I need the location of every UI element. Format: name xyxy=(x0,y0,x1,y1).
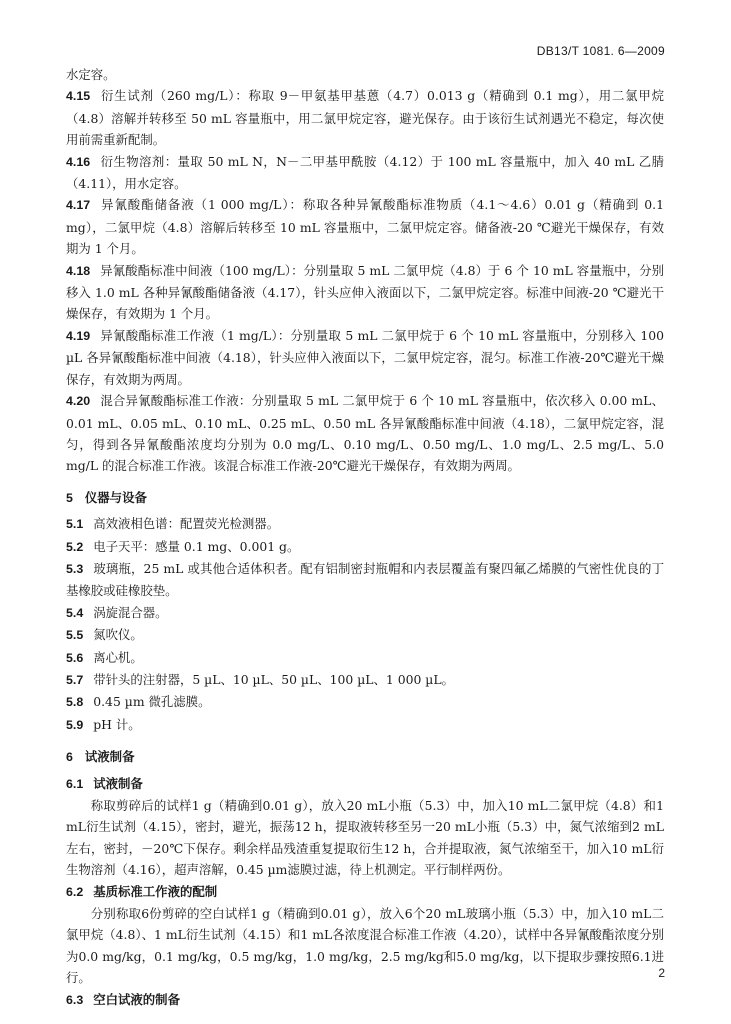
clause-number: 5.6 xyxy=(66,650,84,665)
standard-code-header: DB13/T 1081. 6—2009 xyxy=(536,44,665,58)
clause-text: 氮吹仪。 xyxy=(93,627,143,643)
clause-4-15 xyxy=(66,85,664,150)
subsection-6-3-heading xyxy=(66,989,664,1011)
clause-number: 5.3 xyxy=(66,561,84,576)
document-body xyxy=(66,64,664,1011)
clause-number: 4.19 xyxy=(66,328,91,343)
clause-text: 衍生物溶剂：量取 50 mL N，N－二甲基甲酰胺（4.12）于 100 mL 容量瓶中，加入 40 mL 乙腈（4.11），用水定容。 xyxy=(66,153,664,192)
clause-5-8 xyxy=(66,691,664,713)
clause-5-2 xyxy=(66,536,664,558)
clause-number: 4.16 xyxy=(66,154,91,169)
page-number: 2 xyxy=(658,966,665,980)
section-title: 仪器与设备 xyxy=(84,489,147,505)
clause-4-18 xyxy=(66,260,664,325)
clause-5-7 xyxy=(66,669,664,691)
clause-text: 高效液相色谱：配置荧光检测器。 xyxy=(93,516,280,532)
subsection-title: 空白试液的制备 xyxy=(93,991,180,1007)
clause-5-1 xyxy=(66,513,664,535)
section-title: 试液制备 xyxy=(84,749,135,765)
clause-text: 离心机。 xyxy=(93,649,143,665)
clause-4-19 xyxy=(66,325,664,390)
subsection-6-2-heading xyxy=(66,881,664,903)
clause-5-9 xyxy=(66,714,664,736)
clause-number: 4.18 xyxy=(66,263,91,278)
clause-text: 异氰酸酯标准中间液（100 mg/L）：分别量取 5 mL 二氯甲烷（4.8）于 6 个 10 mL 容量瓶中，分别移入 1.0 mL 各种异氰酸酯储备液（4.17），针头应伸入液面以下，二氯甲烷定容。标准中间液-20 ℃避光干燥保存，有效期为 1 个月。 xyxy=(66,262,664,322)
clause-number: 4.17 xyxy=(66,198,91,213)
clause-number: 4.15 xyxy=(66,89,91,104)
clause-text: 混合异氰酸酯标准工作液：分别量取 5 mL 二氯甲烷于 6 个 10 mL 容量瓶中，依次移入 0.00 mL、0.01 mL、0.05 mL、0.10 mL、0.25 mL、0.50 mL 各异氰酸酯标准中间液（4.18），二氯甲烷定容，混匀，得到各异氰酸酯浓度均分别为 0.0 mg/L、0.10 mg/L、0.50 mg/L、1.0 mg/L、2.5 mg/L、5.0 mg/L 的混合标准工作液。该混合标准工作液-20℃避光干燥保存，有效期为两周。 xyxy=(66,393,664,474)
subsection-6-1-text: 称取剪碎后的试样1 g（精确到0.01 g），放入20 mL小瓶（5.3）中，加入10 mL二氯甲烷（4.8）和1 mL衍生试剂（4.15），密封，避光，振荡12 h，提取液转移至另一20 mL小瓶（5.3）中，氮气浓缩到2 mL左右，密封，－20℃下保存。剩余样品残渣重复提取衍生12 h，合并提取液，氮气浓缩至干，加入10 mL衍生物溶剂（4.16），超声溶解，0.45 µm滤膜过滤，待上机测定。平行制样两份。 xyxy=(66,798,664,878)
clause-4-17 xyxy=(66,194,664,259)
subsection-title: 试液制备 xyxy=(93,775,143,791)
clause-text: 衍生试剂（260 mg/L）：称取 9－甲氨基甲基蒽（4.7）0.013 g（精确到 0.1 mg），用二氯甲烷（4.8）溶解并转移至 50 mL 容量瓶中，用二氯甲烷定容，避光保存。由于该衍生试剂遇光不稳定，每次使用前需重新配制。 xyxy=(66,88,664,148)
section-number: 6 xyxy=(66,750,73,765)
clause-number: 4.20 xyxy=(66,394,91,409)
clause-number: 5.5 xyxy=(66,628,84,643)
clause-number: 5.4 xyxy=(66,605,84,620)
clause-text: 异氰酸酯储备液（1 000 mg/L）：称取各种异氰酸酯标准物质（4.1～4.6）0.01 g（精确到 0.1 mg），二氯甲烷（4.8）溶解后转移至 10 mL 容量瓶中，二氯甲烷定容。储备液-20 ℃避光干燥保存，有效期为 1 个月。 xyxy=(66,197,664,257)
clause-text: 电子天平：感量 0.1 mg、0.001 g。 xyxy=(93,538,300,554)
section-6-heading xyxy=(66,746,664,768)
clause-text: pH 计。 xyxy=(93,716,141,732)
subsection-number: 6.3 xyxy=(66,992,84,1007)
section-5-heading xyxy=(66,487,664,509)
clause-number: 5.9 xyxy=(66,717,84,732)
clause-5-4 xyxy=(66,602,664,624)
subsection-title: 基质标准工作液的配制 xyxy=(93,883,218,899)
subsection-6-1-heading xyxy=(66,773,664,795)
clause-5-3 xyxy=(66,558,664,602)
lead-text: 水定容。 xyxy=(66,67,116,82)
clause-5-6 xyxy=(66,647,664,669)
clause-text: 0.45 µm 微孔滤膜。 xyxy=(93,694,211,710)
clause-text: 涡旋混合器。 xyxy=(93,604,168,620)
clause-number: 5.8 xyxy=(66,695,84,710)
section-number: 5 xyxy=(66,490,73,505)
clause-text: 异氰酸酯标准工作液（1 mg/L）：分别量取 5 mL 二氯甲烷于 6 个 10 mL 容量瓶中，分别移入 100 µL 各异氰酸酯标准中间液（4.18），针头应伸入液面以下，二氯甲烷定容，混匀。标准工作液-20℃避光干燥保存，有效期为两周。 xyxy=(66,327,664,387)
clause-number: 5.2 xyxy=(66,539,84,554)
clause-text: 玻璃瓶，25 mL 或其他合适体积者。配有铝制密封瓶帽和内表层覆盖有聚四氟乙烯膜的气密性优良的丁基橡胶或硅橡胶垫。 xyxy=(66,560,664,599)
clause-number: 5.1 xyxy=(66,517,84,532)
subsection-number: 6.1 xyxy=(66,776,84,791)
clause-number: 5.7 xyxy=(66,672,84,687)
clause-text: 带针头的注射器，5 µL、10 µL、50 µL、100 µL、1 000 µL。 xyxy=(93,671,454,687)
clause-4-20 xyxy=(66,390,664,477)
subsection-number: 6.2 xyxy=(66,884,84,899)
subsection-6-2-text: 分别称取6份剪碎的空白试样1 g（精确到0.01 g），放入6个20 mL玻璃小瓶（5.3）中，加入10 mL二氯甲烷（4.8）、1 mL衍生试剂（4.15）和1 mL各浓度混合标准工作液（4.20），试样中各异氰酸酯浓度分别为0.0 mg/kg，0.1 mg/kg，0.5 mg/kg，1.0 mg/kg，2.5 mg/kg和5.0 mg/kg，以下提取步骤按照6.1进行。 xyxy=(66,906,664,986)
clause-5-5 xyxy=(66,624,664,646)
clause-4-16 xyxy=(66,151,664,195)
